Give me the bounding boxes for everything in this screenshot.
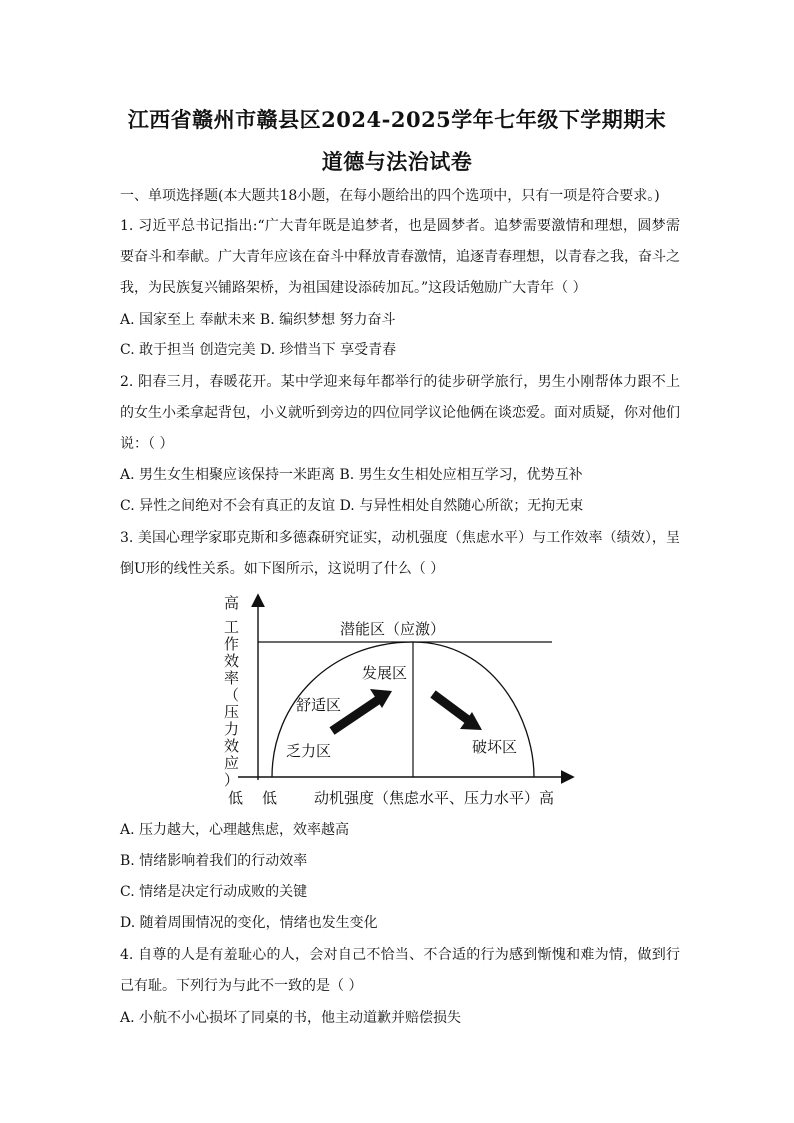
x-axis-title: 动机强度（焦虑水平、压力水平）高 xyxy=(314,789,555,807)
q2-line-2: 的女生小柔拿起背包，小义就听到旁边的四位同学议论他俩在谈恋爱。面对质疑，你对他们 xyxy=(120,405,680,421)
zone-label-development: 发展区 xyxy=(362,664,408,682)
q1-line-1: 1. 习近平总书记指出:“广大青年既是追梦者，也是圆梦者。追梦需要激情和理想，圆梦需 xyxy=(120,218,680,234)
y-axis-high-label: 高 xyxy=(224,594,240,612)
y-axis-title-char: 率 xyxy=(224,669,240,687)
y-axis-title-char: 效 xyxy=(224,652,240,670)
y-axis-title xyxy=(224,618,239,789)
q2-option-row-1: A. 男生女生相聚应该保持一米距离 B. 男生女生相处应相互学习，优势互补 xyxy=(120,467,583,483)
zone-label-potential: 潜能区（应激） xyxy=(340,620,446,638)
q4-option-a: A. 小航不小心损坏了同桌的书，他主动道歉并赔偿损失 xyxy=(120,1010,462,1026)
q3-option-b: B. 情绪影响着我们的行动效率 xyxy=(120,853,308,869)
y-axis-title-char: ） xyxy=(224,771,240,789)
yerkes-dodson-diagram xyxy=(210,588,590,810)
q3-line-1: 3. 美国心理学家耶克斯和多德森研究证实，动机强度（焦虑水平）与工作效率（绩效），呈 xyxy=(120,530,680,546)
q3-option-a: A. 压力越大，心理越焦虑，效率越高 xyxy=(120,822,350,838)
q1-option-row-1: A. 国家至上 奉献未来 B. 编织梦想 努力奋斗 xyxy=(120,312,396,328)
q4-line-2: 己有耻。下列行为与此不一致的是（ ） xyxy=(120,978,363,994)
exam-title-line2: 道德与法治试卷 xyxy=(321,149,473,174)
y-axis-title-char: 应 xyxy=(224,754,240,772)
zone-label-comfort: 舒适区 xyxy=(296,696,342,714)
q4-line-1: 4. 自尊的人是有羞耻心的人，会对自己不恰当、不合适的行为感到惭愧和难为情，做到行 xyxy=(120,947,680,963)
zone-label-destruction: 破坏区 xyxy=(472,738,518,756)
q2-line-1: 2. 阳春三月，春暖花开。某中学迎来每年都举行的徒步研学旅行，男生小刚帮体力跟不上 xyxy=(120,374,680,390)
q3-option-d: D. 随着周围情况的变化，情绪也发生变化 xyxy=(120,915,378,931)
y-axis-title-char: 效 xyxy=(224,737,240,755)
y-axis-title-char: 力 xyxy=(224,720,240,738)
q1-line-3: 我，为民族复兴铺路架桥，为祖国建设添砖加瓦。”这段话勉励广大青年（ ） xyxy=(120,280,587,296)
zone-label-lack: 乏力区 xyxy=(286,742,332,760)
q1-option-row-2: C. 敢于担当 创造完美 D. 珍惜当下 享受青春 xyxy=(120,342,397,358)
y-axis-title-char: 压 xyxy=(224,703,240,721)
section-header: 一、单项选择题(本大题共18小题，在每小题给出的四个选项中，只有一项是符合要求。) xyxy=(120,188,660,204)
y-axis-title-char: 工 xyxy=(224,618,240,636)
y-axis-title-char: （ xyxy=(224,686,240,704)
q3-line-2: 倒U形的线性关系。如下图所示，这说明了什么（ ） xyxy=(120,561,445,577)
y-axis-title-char: 作 xyxy=(224,635,240,653)
exam-title-line1: 江西省赣州市赣县区2024-2025学年七年级下学期期末 xyxy=(127,107,667,132)
q2-line-3: 说：（ ） xyxy=(120,436,174,452)
q3-option-c: C. 情绪是决定行动成败的关键 xyxy=(120,884,308,900)
x-axis-low-label: 低 xyxy=(262,789,278,807)
falling-arrow-icon xyxy=(433,694,482,730)
y-axis-low-label: 低 xyxy=(228,789,244,807)
q1-line-2: 要奋斗和奉献。广大青年应该在奋斗中释放青春激情，追逐青春理想，以青春之我，奋斗之 xyxy=(120,249,680,265)
q2-option-row-2: C. 异性之间绝对不会有真正的友谊 D. 与异性相处自然随心所欲；无拘无束 xyxy=(120,498,584,514)
